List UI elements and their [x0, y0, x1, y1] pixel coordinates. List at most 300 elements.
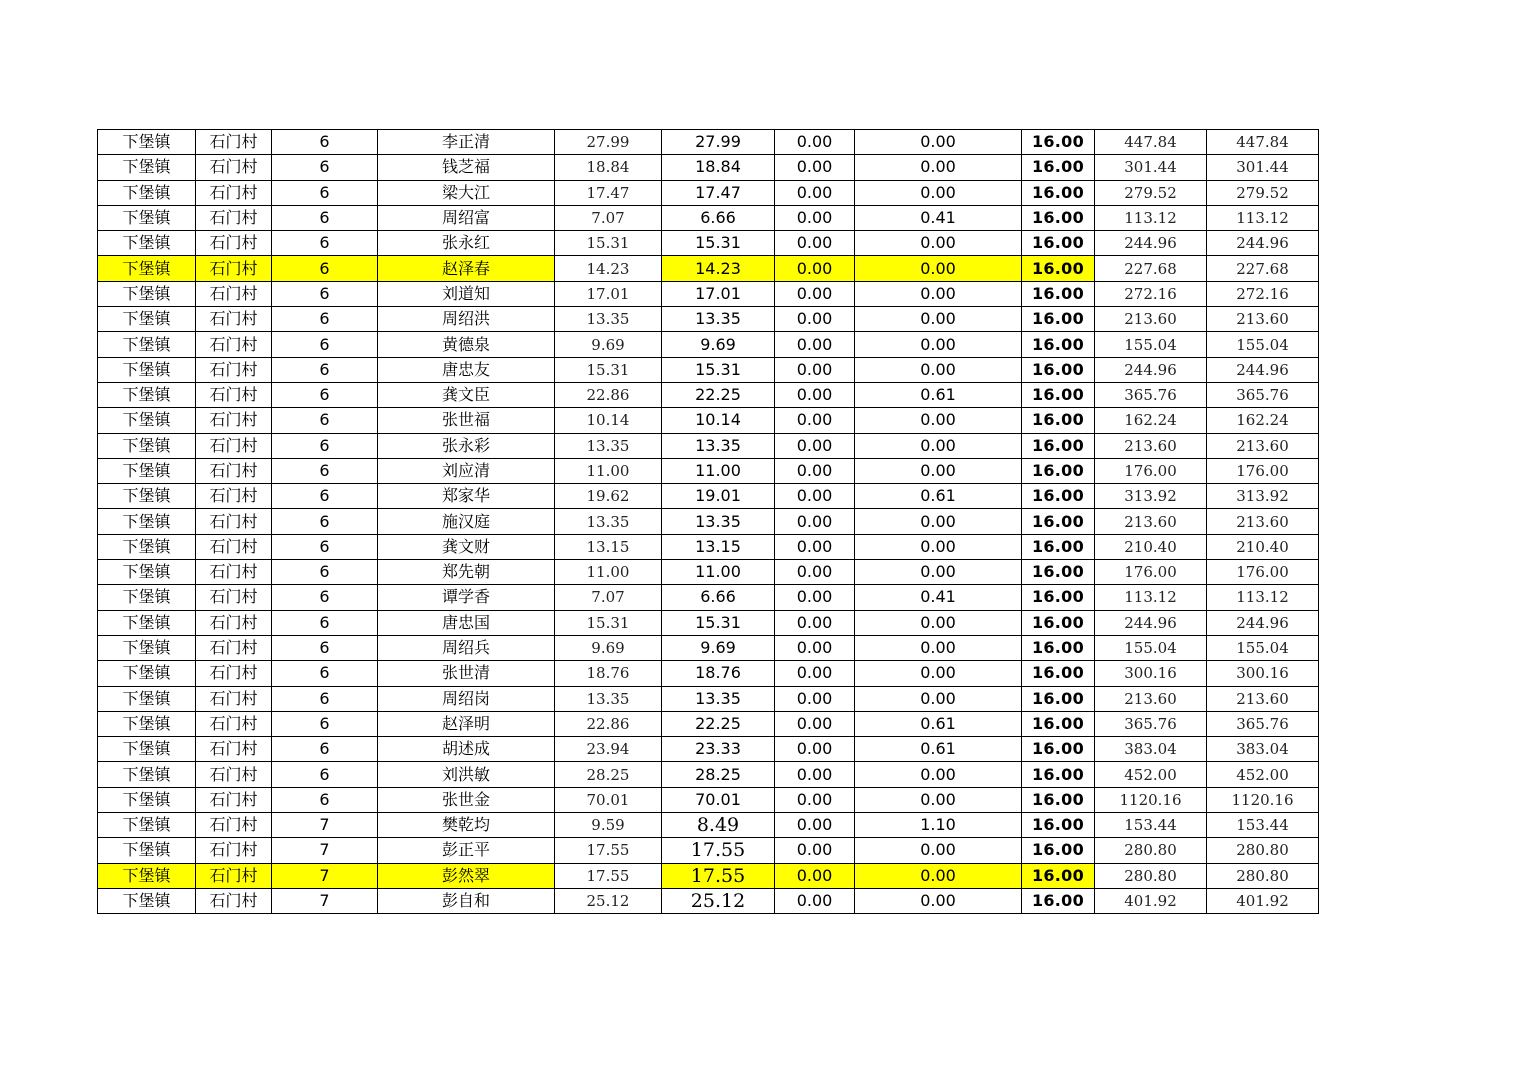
village-cell: 石门村 — [196, 585, 272, 610]
area-b-cell: 0.00 — [775, 787, 855, 812]
total-area-cell: 13.35 — [555, 433, 662, 458]
area-c-cell: 0.00 — [855, 560, 1022, 585]
total-area-cell: 17.55 — [555, 838, 662, 863]
group-cell: 7 — [272, 863, 378, 888]
village-cell: 石门村 — [196, 130, 272, 155]
total-area-cell: 28.25 — [555, 762, 662, 787]
town-cell: 下堡镇 — [98, 256, 196, 281]
town-cell: 下堡镇 — [98, 332, 196, 357]
total-area-cell: 18.76 — [555, 661, 662, 686]
total-area-cell: 11.00 — [555, 458, 662, 483]
town-cell: 下堡镇 — [98, 560, 196, 585]
paid-cell: 227.68 — [1207, 256, 1319, 281]
total-area-cell: 22.86 — [555, 382, 662, 407]
total-area-cell: 19.62 — [555, 484, 662, 509]
rate-cell: 16.00 — [1022, 231, 1095, 256]
area-a-cell: 13.35 — [662, 433, 775, 458]
area-c-cell: 0.00 — [855, 762, 1022, 787]
area-b-cell: 0.00 — [775, 509, 855, 534]
amount-cell: 155.04 — [1095, 635, 1207, 660]
name-cell: 张世金 — [378, 787, 555, 812]
area-c-cell: 0.00 — [855, 281, 1022, 306]
area-b-cell: 0.00 — [775, 332, 855, 357]
town-cell: 下堡镇 — [98, 585, 196, 610]
town-cell: 下堡镇 — [98, 130, 196, 155]
amount-cell: 213.60 — [1095, 509, 1207, 534]
area-c-cell: 0.00 — [855, 686, 1022, 711]
town-cell: 下堡镇 — [98, 787, 196, 812]
paid-cell: 213.60 — [1207, 509, 1319, 534]
amount-cell: 244.96 — [1095, 610, 1207, 635]
paid-cell: 313.92 — [1207, 484, 1319, 509]
paid-cell: 300.16 — [1207, 661, 1319, 686]
amount-cell: 301.44 — [1095, 155, 1207, 180]
area-c-cell: 0.00 — [855, 332, 1022, 357]
area-a-cell: 15.31 — [662, 610, 775, 635]
group-cell: 6 — [272, 180, 378, 205]
village-cell: 石门村 — [196, 838, 272, 863]
total-area-cell: 27.99 — [555, 130, 662, 155]
paid-cell: 301.44 — [1207, 155, 1319, 180]
area-c-cell: 0.00 — [855, 307, 1022, 332]
table-row — [98, 534, 1319, 559]
total-area-cell: 9.69 — [555, 635, 662, 660]
table-row — [98, 357, 1319, 382]
area-a-cell: 70.01 — [662, 787, 775, 812]
village-cell: 石门村 — [196, 433, 272, 458]
rate-cell: 16.00 — [1022, 737, 1095, 762]
name-cell: 彭然翠 — [378, 863, 555, 888]
area-a-cell: 11.00 — [662, 458, 775, 483]
group-cell: 7 — [272, 888, 378, 913]
town-cell: 下堡镇 — [98, 737, 196, 762]
total-area-cell: 15.31 — [555, 610, 662, 635]
name-cell: 唐忠友 — [378, 357, 555, 382]
name-cell: 龚文臣 — [378, 382, 555, 407]
area-a-cell: 17.47 — [662, 180, 775, 205]
area-c-cell: 0.00 — [855, 787, 1022, 812]
name-cell: 唐忠国 — [378, 610, 555, 635]
name-cell: 赵泽明 — [378, 711, 555, 736]
rate-cell: 16.00 — [1022, 838, 1095, 863]
total-area-cell: 17.55 — [555, 863, 662, 888]
group-cell: 6 — [272, 307, 378, 332]
village-cell: 石门村 — [196, 180, 272, 205]
amount-cell: 113.12 — [1095, 205, 1207, 230]
town-cell: 下堡镇 — [98, 307, 196, 332]
area-c-cell: 0.00 — [855, 433, 1022, 458]
rate-cell: 16.00 — [1022, 635, 1095, 660]
amount-cell: 280.80 — [1095, 838, 1207, 863]
village-cell: 石门村 — [196, 762, 272, 787]
town-cell: 下堡镇 — [98, 180, 196, 205]
village-cell: 石门村 — [196, 888, 272, 913]
table-row — [98, 560, 1319, 585]
amount-cell: 113.12 — [1095, 585, 1207, 610]
area-a-cell: 11.00 — [662, 560, 775, 585]
area-b-cell: 0.00 — [775, 357, 855, 382]
rate-cell: 16.00 — [1022, 787, 1095, 812]
name-cell: 张永彩 — [378, 433, 555, 458]
rate-cell: 16.00 — [1022, 408, 1095, 433]
area-c-cell: 0.00 — [855, 888, 1022, 913]
area-a-cell: 13.35 — [662, 307, 775, 332]
area-b-cell: 0.00 — [775, 458, 855, 483]
name-cell: 黄德泉 — [378, 332, 555, 357]
village-cell: 石门村 — [196, 307, 272, 332]
paid-cell: 113.12 — [1207, 585, 1319, 610]
area-a-cell: 17.55 — [662, 863, 775, 888]
town-cell: 下堡镇 — [98, 610, 196, 635]
rate-cell: 16.00 — [1022, 661, 1095, 686]
group-cell: 6 — [272, 357, 378, 382]
village-cell: 石门村 — [196, 635, 272, 660]
village-cell: 石门村 — [196, 332, 272, 357]
area-c-cell: 0.00 — [855, 231, 1022, 256]
rate-cell: 16.00 — [1022, 484, 1095, 509]
area-a-cell: 25.12 — [662, 888, 775, 913]
name-cell: 郑先朝 — [378, 560, 555, 585]
amount-cell: 365.76 — [1095, 382, 1207, 407]
area-a-cell: 6.66 — [662, 205, 775, 230]
paid-cell: 155.04 — [1207, 635, 1319, 660]
village-cell: 石门村 — [196, 256, 272, 281]
village-cell: 石门村 — [196, 382, 272, 407]
town-cell: 下堡镇 — [98, 484, 196, 509]
rate-cell: 16.00 — [1022, 560, 1095, 585]
name-cell: 刘道知 — [378, 281, 555, 306]
area-a-cell: 22.25 — [662, 382, 775, 407]
name-cell: 胡述成 — [378, 737, 555, 762]
amount-cell: 279.52 — [1095, 180, 1207, 205]
area-c-cell: 0.00 — [855, 534, 1022, 559]
paid-cell: 176.00 — [1207, 560, 1319, 585]
total-area-cell: 13.15 — [555, 534, 662, 559]
amount-cell: 452.00 — [1095, 762, 1207, 787]
area-b-cell: 0.00 — [775, 585, 855, 610]
group-cell: 6 — [272, 509, 378, 534]
total-area-cell: 17.47 — [555, 180, 662, 205]
area-a-cell: 9.69 — [662, 635, 775, 660]
village-cell: 石门村 — [196, 711, 272, 736]
town-cell: 下堡镇 — [98, 155, 196, 180]
rate-cell: 16.00 — [1022, 534, 1095, 559]
village-cell: 石门村 — [196, 231, 272, 256]
area-b-cell: 0.00 — [775, 711, 855, 736]
table-row — [98, 888, 1319, 913]
area-b-cell: 0.00 — [775, 155, 855, 180]
table-row — [98, 838, 1319, 863]
rate-cell: 16.00 — [1022, 813, 1095, 838]
village-cell: 石门村 — [196, 155, 272, 180]
town-cell: 下堡镇 — [98, 458, 196, 483]
name-cell: 刘洪敏 — [378, 762, 555, 787]
area-a-cell: 17.55 — [662, 838, 775, 863]
group-cell: 6 — [272, 408, 378, 433]
town-cell: 下堡镇 — [98, 762, 196, 787]
group-cell: 6 — [272, 560, 378, 585]
town-cell: 下堡镇 — [98, 408, 196, 433]
village-cell: 石门村 — [196, 863, 272, 888]
name-cell: 施汉庭 — [378, 509, 555, 534]
area-c-cell: 0.00 — [855, 635, 1022, 660]
amount-cell: 447.84 — [1095, 130, 1207, 155]
area-a-cell: 14.23 — [662, 256, 775, 281]
total-area-cell: 15.31 — [555, 357, 662, 382]
amount-cell: 162.24 — [1095, 408, 1207, 433]
rate-cell: 16.00 — [1022, 155, 1095, 180]
paid-cell: 213.60 — [1207, 307, 1319, 332]
amount-cell: 213.60 — [1095, 307, 1207, 332]
area-b-cell: 0.00 — [775, 737, 855, 762]
area-b-cell: 0.00 — [775, 307, 855, 332]
town-cell: 下堡镇 — [98, 382, 196, 407]
area-b-cell: 0.00 — [775, 382, 855, 407]
group-cell: 6 — [272, 661, 378, 686]
table-row — [98, 610, 1319, 635]
group-cell: 6 — [272, 458, 378, 483]
group-cell: 6 — [272, 711, 378, 736]
area-c-cell: 0.00 — [855, 408, 1022, 433]
village-cell: 石门村 — [196, 408, 272, 433]
amount-cell: 401.92 — [1095, 888, 1207, 913]
area-b-cell: 0.00 — [775, 560, 855, 585]
name-cell: 李正清 — [378, 130, 555, 155]
name-cell: 彭正平 — [378, 838, 555, 863]
town-cell: 下堡镇 — [98, 686, 196, 711]
rate-cell: 16.00 — [1022, 509, 1095, 534]
rate-cell: 16.00 — [1022, 585, 1095, 610]
village-cell: 石门村 — [196, 610, 272, 635]
area-c-cell: 0.00 — [855, 838, 1022, 863]
paid-cell: 210.40 — [1207, 534, 1319, 559]
area-a-cell: 23.33 — [662, 737, 775, 762]
group-cell: 6 — [272, 534, 378, 559]
total-area-cell: 10.14 — [555, 408, 662, 433]
paid-cell: 176.00 — [1207, 458, 1319, 483]
name-cell: 张永红 — [378, 231, 555, 256]
paid-cell: 365.76 — [1207, 382, 1319, 407]
paid-cell: 383.04 — [1207, 737, 1319, 762]
village-cell: 石门村 — [196, 205, 272, 230]
paid-cell: 1120.16 — [1207, 787, 1319, 812]
group-cell: 6 — [272, 205, 378, 230]
rate-cell: 16.00 — [1022, 281, 1095, 306]
town-cell: 下堡镇 — [98, 281, 196, 306]
area-c-cell: 0.61 — [855, 484, 1022, 509]
village-cell: 石门村 — [196, 787, 272, 812]
area-b-cell: 0.00 — [775, 635, 855, 660]
paid-cell: 365.76 — [1207, 711, 1319, 736]
area-a-cell: 8.49 — [662, 813, 775, 838]
name-cell: 樊乾均 — [378, 813, 555, 838]
rate-cell: 16.00 — [1022, 332, 1095, 357]
town-cell: 下堡镇 — [98, 888, 196, 913]
town-cell: 下堡镇 — [98, 534, 196, 559]
area-b-cell: 0.00 — [775, 433, 855, 458]
area-c-cell: 0.00 — [855, 863, 1022, 888]
village-cell: 石门村 — [196, 661, 272, 686]
paid-cell: 162.24 — [1207, 408, 1319, 433]
group-cell: 6 — [272, 484, 378, 509]
table-row — [98, 509, 1319, 534]
rate-cell: 16.00 — [1022, 686, 1095, 711]
total-area-cell: 23.94 — [555, 737, 662, 762]
area-c-cell: 0.00 — [855, 130, 1022, 155]
group-cell: 6 — [272, 787, 378, 812]
total-area-cell: 9.69 — [555, 332, 662, 357]
table-row — [98, 408, 1319, 433]
table-row — [98, 863, 1319, 888]
town-cell: 下堡镇 — [98, 205, 196, 230]
table-row — [98, 281, 1319, 306]
village-cell: 石门村 — [196, 686, 272, 711]
area-b-cell: 0.00 — [775, 256, 855, 281]
area-b-cell: 0.00 — [775, 610, 855, 635]
name-cell: 刘应清 — [378, 458, 555, 483]
area-b-cell: 0.00 — [775, 130, 855, 155]
paid-cell: 213.60 — [1207, 686, 1319, 711]
area-c-cell: 0.00 — [855, 661, 1022, 686]
table-row — [98, 231, 1319, 256]
table-row — [98, 307, 1319, 332]
amount-cell: 365.76 — [1095, 711, 1207, 736]
town-cell: 下堡镇 — [98, 661, 196, 686]
group-cell: 6 — [272, 382, 378, 407]
area-b-cell: 0.00 — [775, 231, 855, 256]
paid-cell: 280.80 — [1207, 863, 1319, 888]
amount-cell: 244.96 — [1095, 357, 1207, 382]
amount-cell: 313.92 — [1095, 484, 1207, 509]
table-row — [98, 661, 1319, 686]
group-cell: 6 — [272, 130, 378, 155]
paid-cell: 155.04 — [1207, 332, 1319, 357]
table-row — [98, 256, 1319, 281]
rate-cell: 16.00 — [1022, 888, 1095, 913]
rate-cell: 16.00 — [1022, 711, 1095, 736]
amount-cell: 153.44 — [1095, 813, 1207, 838]
amount-cell: 210.40 — [1095, 534, 1207, 559]
area-b-cell: 0.00 — [775, 762, 855, 787]
amount-cell: 244.96 — [1095, 231, 1207, 256]
name-cell: 梁大江 — [378, 180, 555, 205]
total-area-cell: 25.12 — [555, 888, 662, 913]
paid-cell: 272.16 — [1207, 281, 1319, 306]
table-row — [98, 458, 1319, 483]
area-c-cell: 0.61 — [855, 737, 1022, 762]
area-c-cell: 0.00 — [855, 256, 1022, 281]
name-cell: 赵泽春 — [378, 256, 555, 281]
amount-cell: 176.00 — [1095, 458, 1207, 483]
total-area-cell: 17.01 — [555, 281, 662, 306]
data-table — [97, 129, 1319, 914]
area-a-cell: 13.15 — [662, 534, 775, 559]
rate-cell: 16.00 — [1022, 762, 1095, 787]
area-c-cell: 0.41 — [855, 585, 1022, 610]
name-cell: 张世清 — [378, 661, 555, 686]
village-cell: 石门村 — [196, 737, 272, 762]
group-cell: 6 — [272, 686, 378, 711]
town-cell: 下堡镇 — [98, 813, 196, 838]
name-cell: 龚文财 — [378, 534, 555, 559]
table-row — [98, 382, 1319, 407]
group-cell: 6 — [272, 155, 378, 180]
town-cell: 下堡镇 — [98, 433, 196, 458]
amount-cell: 383.04 — [1095, 737, 1207, 762]
village-cell: 石门村 — [196, 534, 272, 559]
village-cell: 石门村 — [196, 560, 272, 585]
rate-cell: 16.00 — [1022, 357, 1095, 382]
area-b-cell: 0.00 — [775, 205, 855, 230]
area-c-cell: 0.00 — [855, 610, 1022, 635]
area-b-cell: 0.00 — [775, 838, 855, 863]
area-b-cell: 0.00 — [775, 408, 855, 433]
group-cell: 7 — [272, 838, 378, 863]
area-a-cell: 28.25 — [662, 762, 775, 787]
group-cell: 7 — [272, 813, 378, 838]
area-b-cell: 0.00 — [775, 484, 855, 509]
rate-cell: 16.00 — [1022, 610, 1095, 635]
table-row — [98, 585, 1319, 610]
name-cell: 周绍兵 — [378, 635, 555, 660]
amount-cell: 213.60 — [1095, 686, 1207, 711]
rate-cell: 16.00 — [1022, 180, 1095, 205]
group-cell: 6 — [272, 256, 378, 281]
paid-cell: 213.60 — [1207, 433, 1319, 458]
table-row — [98, 155, 1319, 180]
area-b-cell: 0.00 — [775, 686, 855, 711]
total-area-cell: 13.35 — [555, 509, 662, 534]
area-a-cell: 15.31 — [662, 357, 775, 382]
area-a-cell: 15.31 — [662, 231, 775, 256]
paid-cell: 452.00 — [1207, 762, 1319, 787]
group-cell: 6 — [272, 635, 378, 660]
amount-cell: 155.04 — [1095, 332, 1207, 357]
area-c-cell: 0.00 — [855, 155, 1022, 180]
area-b-cell: 0.00 — [775, 888, 855, 913]
area-a-cell: 19.01 — [662, 484, 775, 509]
village-cell: 石门村 — [196, 458, 272, 483]
total-area-cell: 15.31 — [555, 231, 662, 256]
area-b-cell: 0.00 — [775, 180, 855, 205]
total-area-cell: 13.35 — [555, 686, 662, 711]
amount-cell: 300.16 — [1095, 661, 1207, 686]
rate-cell: 16.00 — [1022, 307, 1095, 332]
area-a-cell: 17.01 — [662, 281, 775, 306]
rate-cell: 16.00 — [1022, 863, 1095, 888]
total-area-cell: 11.00 — [555, 560, 662, 585]
name-cell: 谭学香 — [378, 585, 555, 610]
town-cell: 下堡镇 — [98, 838, 196, 863]
village-cell: 石门村 — [196, 813, 272, 838]
total-area-cell: 14.23 — [555, 256, 662, 281]
rate-cell: 16.00 — [1022, 256, 1095, 281]
table-row — [98, 433, 1319, 458]
group-cell: 6 — [272, 610, 378, 635]
total-area-cell: 18.84 — [555, 155, 662, 180]
paid-cell: 153.44 — [1207, 813, 1319, 838]
name-cell: 周绍洪 — [378, 307, 555, 332]
table-row — [98, 787, 1319, 812]
amount-cell: 176.00 — [1095, 560, 1207, 585]
town-cell: 下堡镇 — [98, 231, 196, 256]
village-cell: 石门村 — [196, 509, 272, 534]
area-b-cell: 0.00 — [775, 534, 855, 559]
name-cell: 郑家华 — [378, 484, 555, 509]
area-a-cell: 13.35 — [662, 509, 775, 534]
amount-cell: 1120.16 — [1095, 787, 1207, 812]
total-area-cell: 7.07 — [555, 585, 662, 610]
